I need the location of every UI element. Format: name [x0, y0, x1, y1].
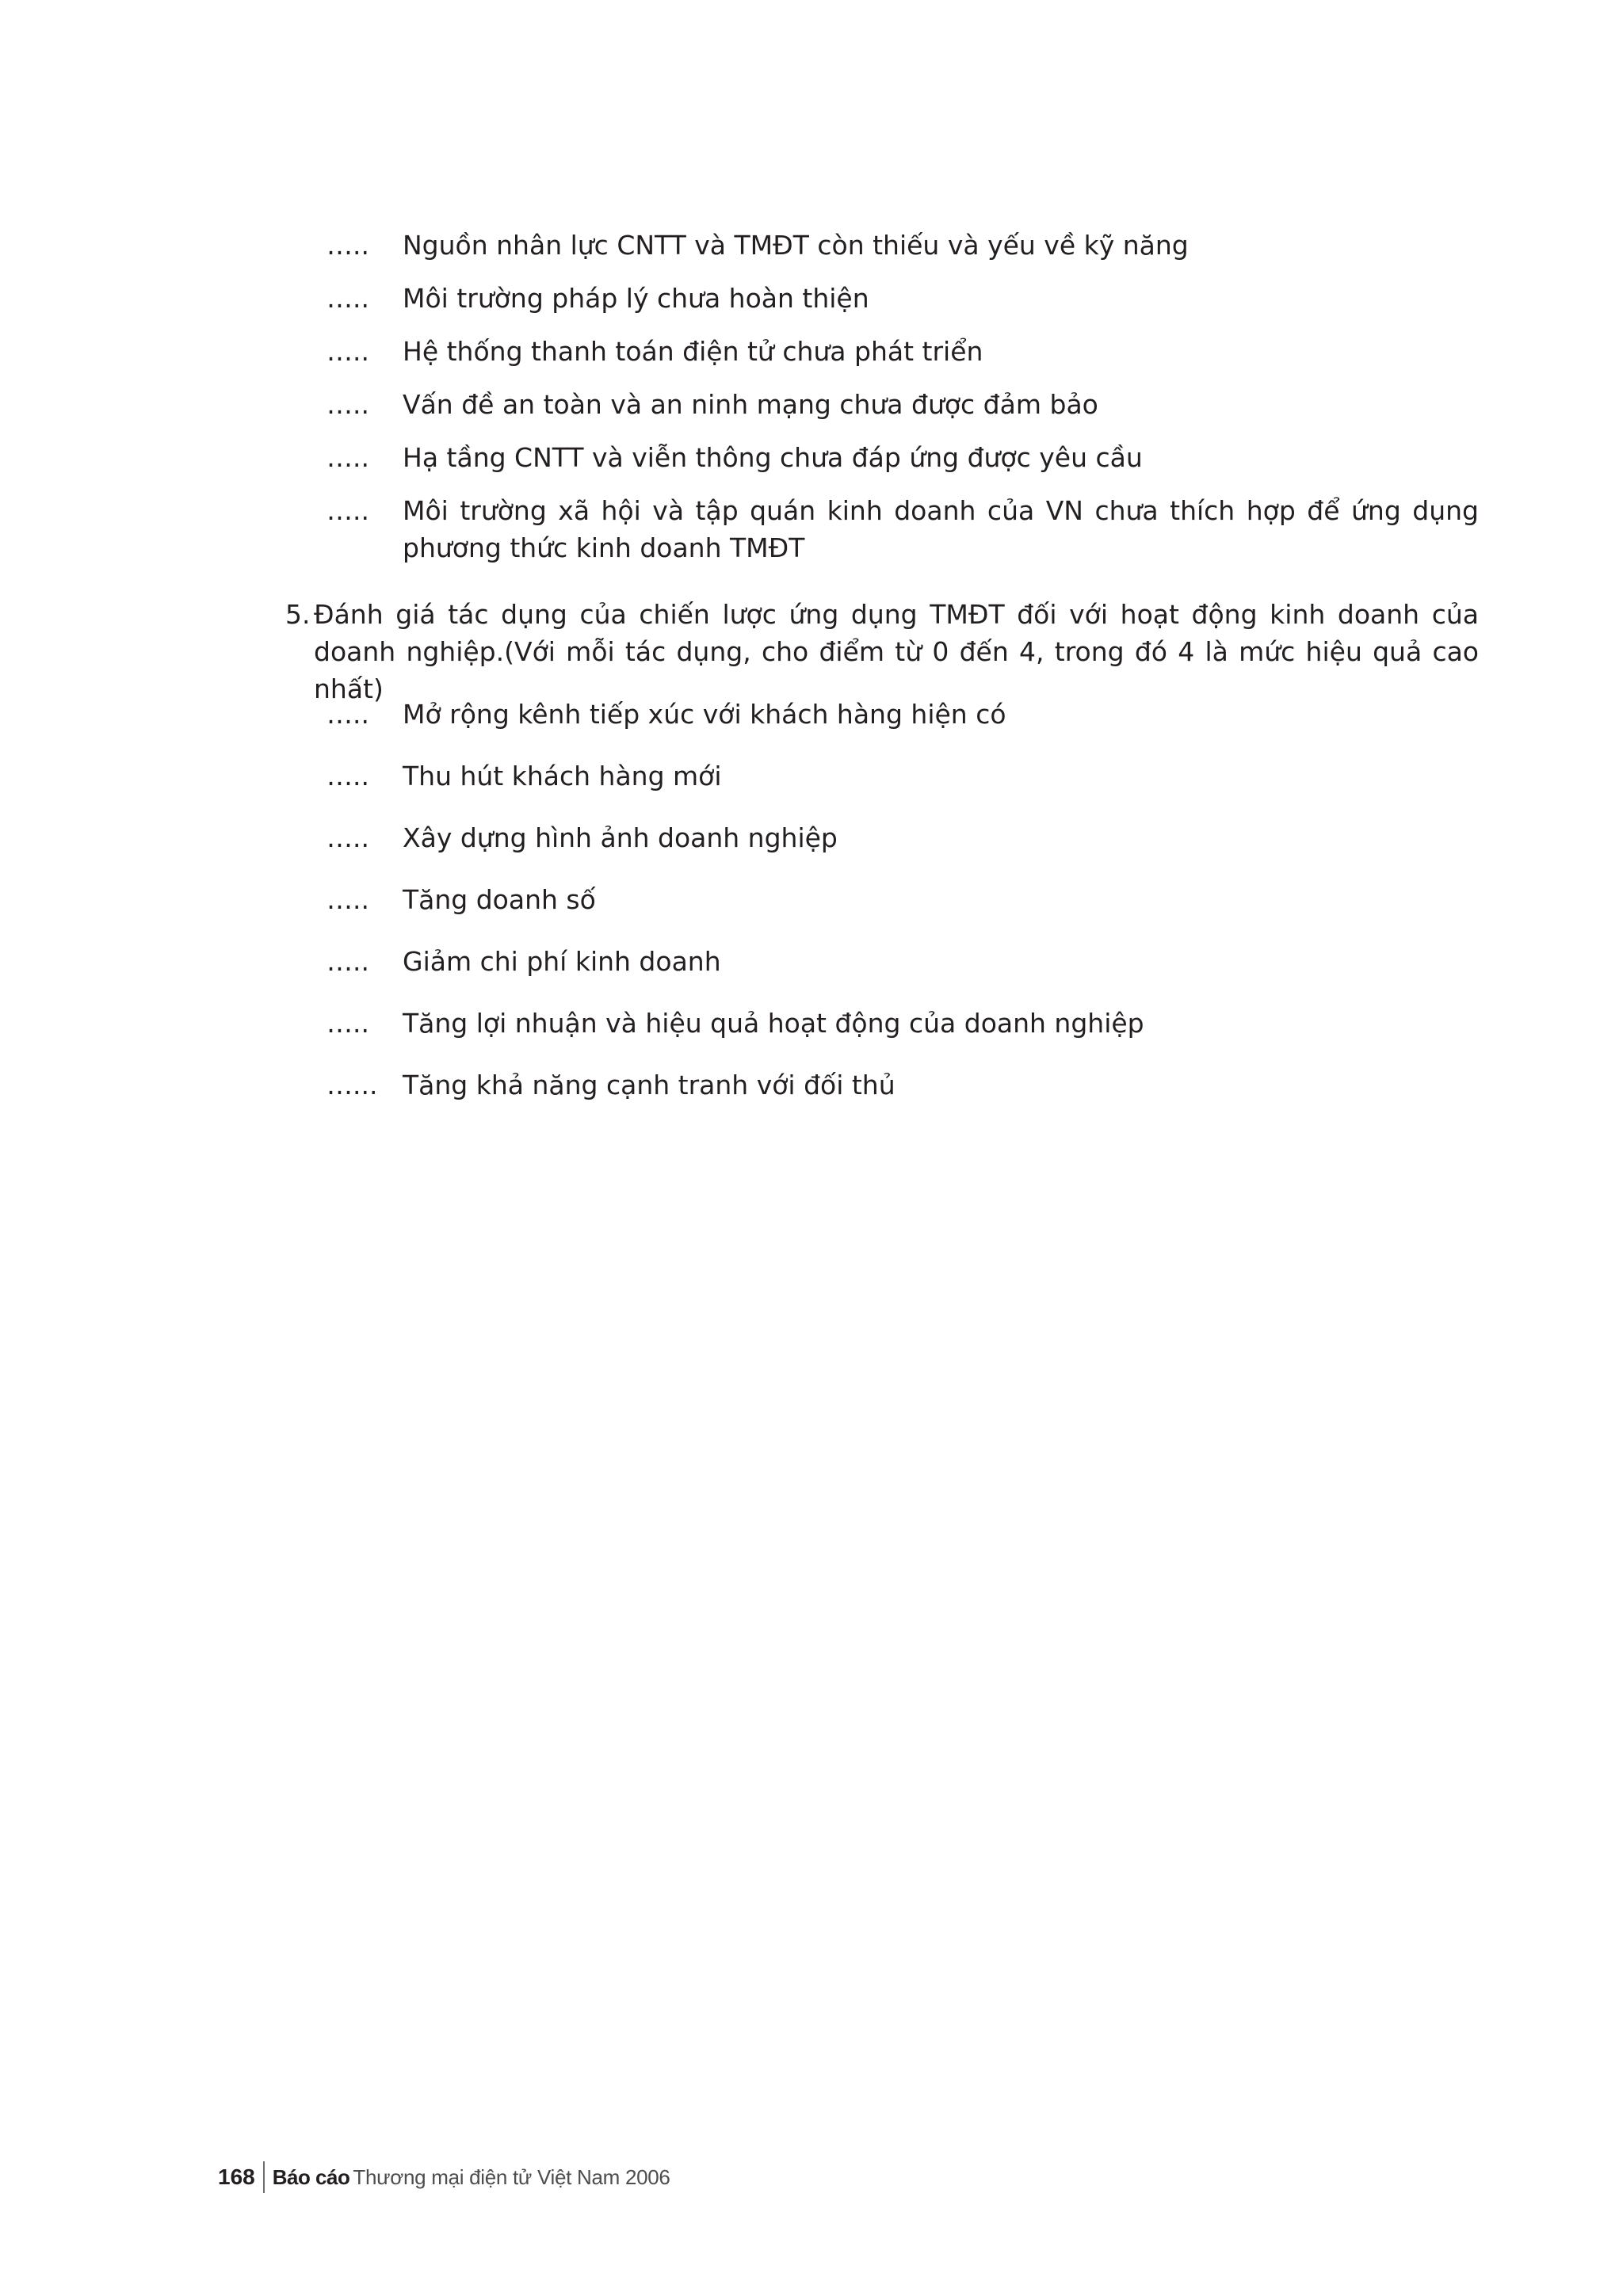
list-item-text: Vấn đề an toàn và an ninh mạng chưa được đảm bảo — [403, 389, 1098, 420]
blank-marker: ….. — [327, 336, 369, 367]
list-item-text: Tăng khả năng cạnh tranh với đối thủ — [403, 1070, 896, 1100]
list-item — [327, 386, 1479, 423]
blank-marker: ….. — [327, 389, 369, 420]
footer-divider — [263, 2161, 265, 2193]
list-item-text: Thu hút khách hàng mới — [403, 761, 722, 791]
list-item-text: Môi trường pháp lý chưa hoàn thiện — [403, 283, 869, 314]
blank-marker: ….. — [327, 946, 369, 977]
blank-marker: ….. — [327, 822, 369, 853]
list-item-text: Tăng lợi nhuận và hiệu quả hoạt động của doanh nghiệp — [403, 1008, 1144, 1039]
blank-marker: ….. — [327, 442, 369, 473]
question-number: 5. — [285, 599, 311, 630]
blank-marker: ….. — [327, 283, 369, 314]
list-item — [327, 1066, 1479, 1104]
list-item — [327, 943, 1479, 980]
list-item — [327, 696, 1479, 733]
list-item-text: Hệ thống thanh toán điện tử chưa phát triển — [403, 336, 983, 367]
list-item — [327, 819, 1479, 856]
blank-marker: …... — [327, 1070, 378, 1100]
list-item-text: Mở rộng kênh tiếp xúc với khách hàng hiện có — [403, 699, 1006, 730]
list-item — [327, 881, 1479, 918]
list-item-text: Môi trường xã hội và tập quán kinh doanh của VN chưa thích hợp để ứng dụng phương thức kinh doanh TMĐT — [403, 495, 1479, 563]
list-item — [327, 492, 1479, 566]
page-number: 168 — [218, 2164, 255, 2189]
blank-marker: ….. — [327, 1008, 369, 1039]
barrier-list — [327, 227, 1479, 582]
list-item — [327, 280, 1479, 317]
list-item — [327, 757, 1479, 795]
list-item-text: Giảm chi phí kinh doanh — [403, 946, 721, 977]
list-item — [327, 333, 1479, 370]
question-5 — [285, 596, 1479, 707]
list-item — [327, 439, 1479, 476]
list-item-text: Xây dựng hình ảnh doanh nghiệp — [403, 822, 838, 853]
blank-marker: ….. — [327, 761, 369, 791]
list-item — [327, 227, 1479, 264]
effect-list — [327, 696, 1479, 1128]
footer-brand: Báo cáo — [272, 2164, 350, 2189]
page-footer — [218, 2161, 670, 2193]
blank-marker: ….. — [327, 699, 369, 730]
list-item-text: Nguồn nhân lực CNTT và TMĐT còn thiếu và yếu về kỹ năng — [403, 230, 1189, 261]
blank-marker: ….. — [327, 495, 369, 526]
list-item-text: Hạ tầng CNTT và viễn thông chưa đáp ứng được yêu cầu — [403, 442, 1143, 473]
list-item-text: Tăng doanh số — [403, 884, 596, 915]
blank-marker: ….. — [327, 230, 369, 261]
blank-marker: ….. — [327, 884, 369, 915]
footer-title: Thương mại điện tử Việt Nam 2006 — [353, 2164, 670, 2189]
list-item — [327, 1005, 1479, 1042]
question-text: Đánh giá tác dụng của chiến lược ứng dụng TMĐT đối với hoạt động kinh doanh của doanh nghiệp.(Với mỗi tác dụng, cho điểm từ 0 đến 4, trong đó 4 là mức hiệu quả cao nhất) — [314, 599, 1479, 704]
